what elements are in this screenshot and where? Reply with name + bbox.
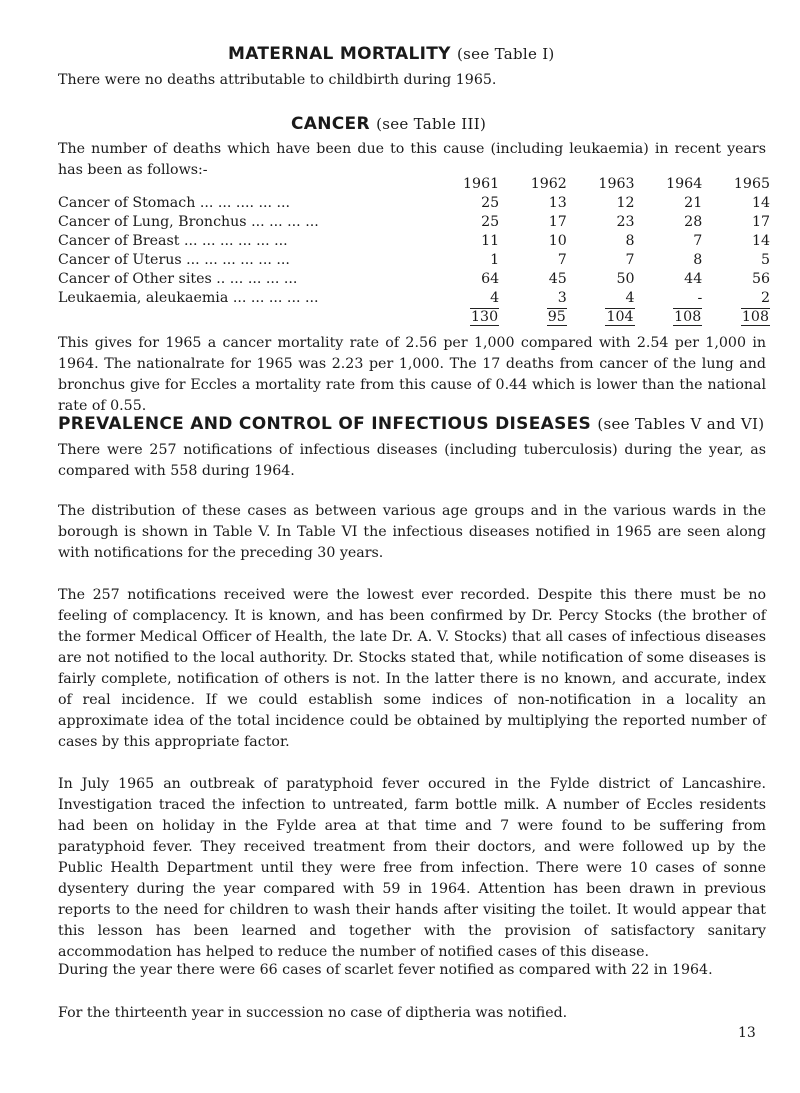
notifications-paragraph: There were 257 notifications of infectious diseases (including tuberculosis) during the year, as compared with 558 during 1964. [58,442,766,479]
total-cell: 104 [606,308,634,325]
scarlet-fever-paragraph: During the year there were 66 cases of scarlet fever notified as compared with 22 in 1964. [58,962,713,978]
infectious-heading-text: PREVALENCE AND CONTROL OF INFECTIOUS DISEASES [58,414,592,434]
year-header: 1964 [666,175,703,192]
cancer-summary: This gives for 1965 a cancer mortality rate of 2.56 per 1,000 compared with 2.54 per 1,000 in 1964. The nationalrate for 1965 was 2.23 per 1,000. The 17 deaths from cancer of the lung and bronchus give for Eccles a mortality rate from this cause of 0.44 which is lower than the national rate of 0.55. [58,335,766,414]
table-cell: 8 [625,232,635,249]
row-label: Cancer of Lung, Bronchus ... ... ... ... [58,213,319,230]
table-row [58,288,770,307]
table-cell: 4 [490,289,500,306]
table-cell: 50 [616,270,635,287]
paratyphoid-paragraph: In July 1965 an outbreak of paratyphoid fever occured in the Fylde district of Lancashire. Investigation traced the infection to untreated, farm bottle milk. A number of Eccles residents had been on holiday in the Fylde area at that time and 7 were found to be suffering from paratyphoid fever. They received treatment from their doctors, and were followed up by the Public Health Department until they were free from infection. There were 10 cases of sonne dysentery during the year compared with 59 in 1964. Attention has been drawn in previous reports to the need for children to wash their hands after visiting the toilet. It would appear that this lesson has been learned and together with the provision of satisfactory sanitary accommodation has helped to reduce the number of notified cases of this disease. [58,776,766,960]
row-label: Cancer of Other sites .. ... ... ... ... [58,270,298,287]
table-row [58,231,770,250]
table-cell: 25 [481,213,500,230]
page-number: 13 [738,1025,756,1041]
maternal-heading-ref: (see Table I) [457,45,555,63]
table-cell: 8 [693,251,703,268]
table-cell: 14 [751,194,770,211]
table-row [58,212,770,231]
table-row [58,250,770,269]
total-cell: 108 [674,308,702,325]
total-cell: 130 [471,308,499,325]
table-cell: 17 [751,213,770,230]
table-cell: 4 [625,289,635,306]
table-cell: 64 [481,270,500,287]
distribution-paragraph: The distribution of these cases as between various age groups and in the various wards in the borough is shown in Table V. In Table VI the infectious diseases notified in 1965 are seen along with notifications for the preceding 30 years. [58,503,766,561]
table-cell: 17 [548,213,567,230]
total-cell: 95 [547,308,566,325]
table-cell: 14 [751,232,770,249]
table-cell: 7 [625,251,635,268]
cancer-heading-ref: (see Table III) [376,115,487,133]
table-cell: 12 [616,194,635,211]
table-row [58,269,770,288]
table-cell: - [697,289,703,306]
total-cell: 108 [741,308,769,325]
diptheria-paragraph: For the thirteenth year in succession no case of diptheria was notified. [58,1005,568,1021]
cancer-intro: The number of deaths which have been due to this cause (including leukaemia) in recent years has been as follows:- [58,141,766,178]
totals-row [58,307,770,326]
table-cell: 1 [490,251,500,268]
table-row [58,193,770,212]
table-cell: 23 [616,213,635,230]
row-label: Cancer of Stomach ... ... .... ... ... [58,194,291,211]
cancer-heading-text: CANCER [291,114,370,134]
table-cell: 44 [684,270,703,287]
table-cell: 10 [548,232,567,249]
table-header-row [58,174,770,193]
table-cell: 21 [684,194,703,211]
table-cell: 56 [751,270,770,287]
infectious-heading-ref: (see Tables V and VI) [597,415,765,433]
table-cell: 7 [693,232,703,249]
row-label: Cancer of Breast ... ... ... ... ... ... [58,232,288,249]
notifications-analysis-paragraph: The 257 notifications received were the lowest ever recorded. Despite this there must be no feeling of complacency. It is known, and has been confirmed by Dr. Percy Stocks (the brother of the former Medical Officer of Health, the late Dr. A. V. Stocks) that all cases of infectious diseases are not notified to the local authority. Dr. Stocks stated that, while notification of some diseases is fairly complete, notification of others is not. In the latter there is no known, and accurate, index of real incidence. If we could establish some indices of non-notification in a locality an approximate idea of the total incidence could be obtained by multiplying the reported number of cases by this appropriate factor. [58,587,766,750]
infectious-diseases-heading [58,414,764,434]
table-cell: 25 [481,194,500,211]
table-cell: 13 [548,194,567,211]
table-cell: 28 [684,213,703,230]
maternal-heading-text: MATERNAL MORTALITY [228,44,451,64]
year-header: 1965 [733,175,770,192]
year-header: 1962 [530,175,567,192]
cancer-heading [291,114,486,134]
maternal-mortality-heading [228,44,555,64]
cancer-deaths-table [58,174,770,326]
maternal-text: There were no deaths attributable to childbirth during 1965. [58,72,497,88]
row-label: Leukaemia, aleukaemia ... ... ... ... ... [58,289,319,306]
year-header: 1961 [463,175,500,192]
table-cell: 11 [481,232,500,249]
table-cell: 45 [548,270,567,287]
table-cell: 3 [557,289,567,306]
year-header: 1963 [598,175,635,192]
table-cell: 2 [760,289,770,306]
table-cell: 7 [557,251,567,268]
table-cell: 5 [760,251,770,268]
row-label: Cancer of Uterus ... ... ... ... ... ... [58,251,290,268]
